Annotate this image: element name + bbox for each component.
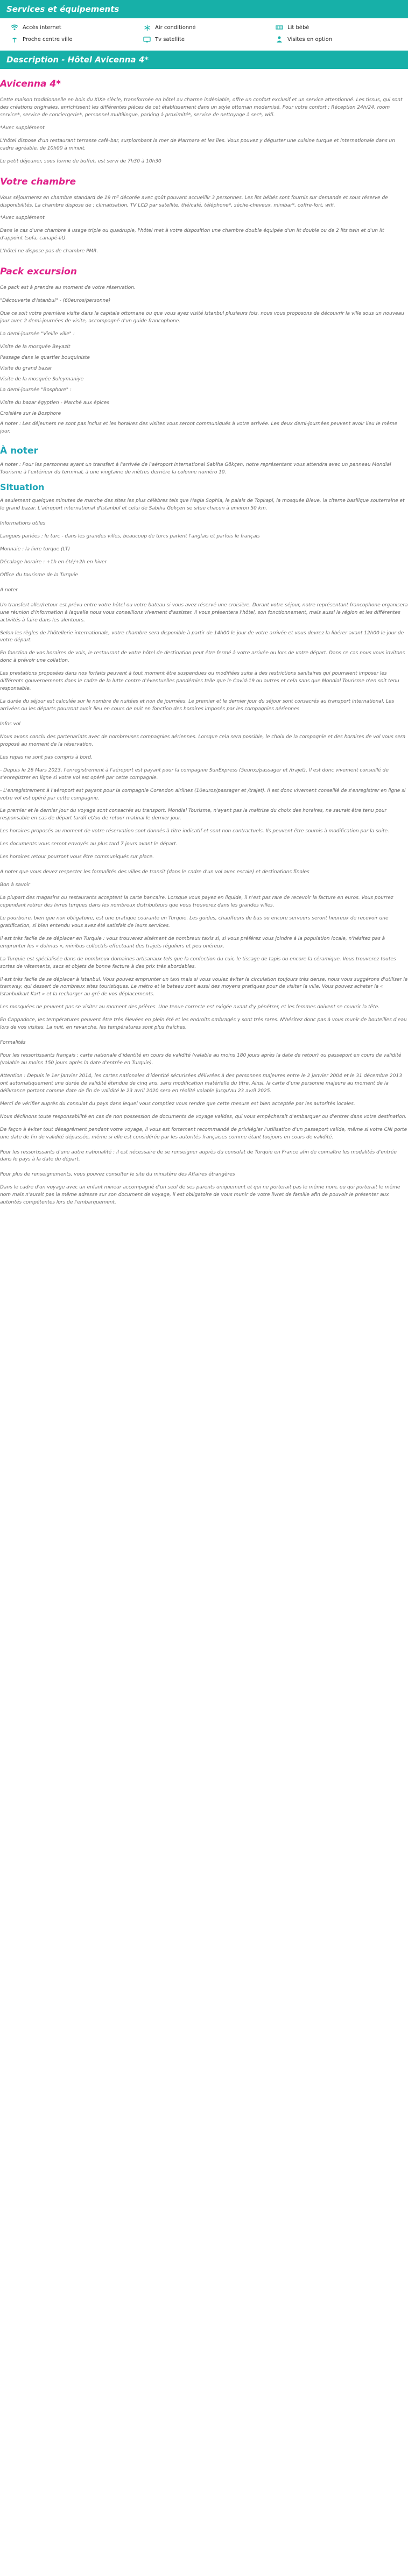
note2-paragraph: Merci de vérifier auprès du consulat du pays dans lequel vous comptiez vous rendre que cette mesure est bien acceptée par les autorités locales. [0,1101,355,1107]
note-paragraph: A noter : Pour les personnes ayant un transfert à l'arrivée de l'aéroport international Sabiha Gökçen, notre représentant vous attendra avec un panneau Mondial Tourisme à l'extérieur du terminal, à une vingtaine de mètres derrière la colonne numéro 10. [0,462,391,476]
list-item: Passage dans le quartier bouquiniste [0,355,90,360]
baby-bed-icon [276,24,283,31]
amenity-label: Lit bébé [287,24,309,31]
room-note: *Avec supplément [0,215,45,221]
amenity-label: Proche centre ville [23,36,73,43]
note2-paragraph: Les horaires proposés au moment de votre réservation sont donnés à titre indicatif et sont non contractuels. Ils peuvent être soumis à modification par la suite. [0,829,389,834]
note2-paragraph: A noter que vous devez respecter les formalités des villes de transit (dans le cadre d'un vol avec escale) et destinations finales [0,869,309,875]
situation-paragraph: Informations utiles [0,521,46,527]
situation-paragraph: Langues parlées : le turc - dans les grandes villes, beaucoup de turcs parlent l'anglais et parfois le français [0,534,260,539]
hotel-paragraph: L'hôtel dispose d'un restaurant terrasse café-bar, surplombant la mer de Marmara et les îles. Vous pouvez y déguster une cuisine turque et internationale dans un cadre agréable, de 10h00 à minuit. [0,138,395,151]
note2-paragraph: Le premier et le dernier jour du voyage sont consacrés au transport. Mondial Tourisme, n'ayant pas la maîtrise du choix des horaires, ne saurait être tenu pour responsable en cas de départ tardif et/ou de retour matinal le dernier jour. [0,808,387,822]
pack-paragraph: "Découverte d'Istanbul" - (60euros/personne) [0,298,111,304]
note2-paragraph: Pour plus de renseignements, vous pouvez consulter le site du ministère des Affaires étrangères [0,1172,235,1178]
pack-title: Pack excursion [0,266,77,278]
note2-paragraph: Dans le cadre d'un voyage avec un enfant mineur accompagné d'un seul de ses parents uniquement et qui ne porterait pas le même nom, ou qui porterait le même nom mais n'aurait pas la même adresse sur son document de voyage, il est obligatoire de vous munir de votre livret de famille afin de pouvoir le présenter aux autorités compétentes lors de l'embarquement. [0,1185,400,1206]
hotel-paragraph: Le petit déjeuner, sous forme de buffet, est servi de 7h30 à 10h30 [0,158,161,164]
pack-paragraph: La demi-journée "Vieille ville" : [0,331,75,337]
note2-paragraph: Formalités [0,1040,26,1046]
note2-paragraph: Il est très facile de se déplacer à Istanbul. Vous pouvez emprunter un taxi mais si vous voulez éviter la circulation toujours très dense, nous vous suggérons d'utiliser le tramway, qui dessert de nombreux sites touristiques. Le métro et le bateau sont aussi des moyens pratiques pour de visiter la ville. Vous pouvez acheter la « Istanbulkart Kart » et la recharger au gré de vos déplacements. [0,976,408,997]
description-content [0,69,408,1223]
note2-paragraph: Les prestations proposées dans nos forfaits peuvent à tout moment être suspendues ou modifiées suite à des restrictions sanitaires qui pourraient imposer les différents gouvernements dans le cadre de la lutte contre d'éventuelles pandémies telle que le Covid-19 ou autres et cela sans que Mondial Tourisme n'en soit tenu responsable. [0,671,399,692]
amenity-ac [143,24,265,31]
note2-paragraph: Pour les ressortissants d'une autre nationalité : il est nécessaire de se renseigner auprès du consulat de Turquie en France afin de connaître les modalités d'entrée dans le pays à la date du départ. [0,1149,397,1163]
note2-paragraph: La Turquie est spécialisée dans de nombreux domaines artisanaux tels que la confection du cuir, le tissage de tapis ou encore la céramique. Vous trouverez toutes sortes de vêtements, sacs et objets de bonne facture à des prix très abordables. [0,956,396,969]
list-item: Croisière sur le Bosphore [0,411,61,416]
note2-paragraph: Nous déclinons toute responsabilité en cas de non possession de documents de voyage valides, qui vous empêcherait d'embarquer ou d'entrer dans votre destination. [0,1114,407,1120]
note2-paragraph: - Depuis le 26 Mars 2023, l'enregistrement à l'aéroport est payant pour la compagnie SunExpress (5euros/passager et /trajet). Il est donc vivement conseillé de s'enregistrer en ligne si votre vol est opéré par cette compagnie. [0,767,389,781]
amenity-tv [143,36,265,43]
situation-paragraph: Office du tourisme de la Turquie [0,572,78,578]
amenity-visits [276,36,397,43]
situation-paragraph: Monnaie : la livre turque (LT) [0,546,70,552]
note2-paragraph: Le pourboire, bien que non obligatoire, est une pratique courante en Turquie. Les guides, chauffeurs de bus ou encore serveurs seront heureux de recevoir une gratification, si bien entendu vous avez été satisfait de leurs services. [0,915,389,929]
list-item: Visite du bazar égyptien - Marché aux épices [0,400,109,406]
note2-paragraph: Les documents vous seront envoyés au plus tard 7 jours avant le départ. [0,841,178,847]
note2-paragraph: Attention : Depuis le 1er janvier 2014, les cartes nationales d'identité sécurisées délivrées à des personnes majeures entre le 2 janvier 2004 et le 31 décembre 2013 ont automatiquement une durée de validité étendue de cinq ans, sans modification matérielle du titre. Ainsi, la carte d'une personne majeure au moment de la délivrance portant comme date de fin de validité le 23 avril 2020 sera en réalité valable jusqu'au 23 avril 2025. [0,1073,402,1094]
note2-paragraph: Les repas ne sont pas compris à bord. [0,754,93,760]
note2-paragraph: Bon à savoir [0,882,30,888]
hotel-paragraph: Cette maison traditionnelle en bois du XIXe siècle, transformée en hôtel au charme indéniable, offre un confort exclusif et un service attentionné. Les tissus, qui sont des créations originales, enrichissent les différentes pièces de cet établissement dans un style ottoman modernisé. Pour votre confort : Réception 24h/24, room service*, service de conciergerie*, personnel multilingue, parking à proximité*, service de nettoyage à sec*, wifi. [0,97,403,118]
note2-paragraph: Nous avons conclu des partenariats avec de nombreuses compagnies aériennes. Lorsque cela sera possible, le choix de la compagnie et des horaires de vol vous sera proposé au moment de la réservation. [0,734,406,747]
amenity-label: Tv satellite [155,36,185,43]
list-item: Visite de la mosquée Beyazit [0,344,71,350]
room-paragraph: Dans le cas d'une chambre à usage triple ou quadruple, l'hôtel met à votre disposition une chambre double équipée d'un lit double ou de 2 lits twin et d'un lit d'appoint (sofa, canapé-lit). [0,228,384,242]
note2-paragraph: Les mosquées ne peuvent pas se visiter au moment des prières. Une tenue correcte est exigée avant d'y pénétrer, et les femmes doivent se couvrir la tête. [0,1004,380,1010]
amenity-label: Accès internet [23,24,61,31]
note2-paragraph: Les horaires retour pourront vous être communiqués sur place. [0,854,154,860]
pack-paragraph: La demi-journée "Bosphore" : [0,387,72,393]
list-item: Visite du grand bazar [0,365,52,371]
list-item: Visite de la mosquée Suleymaniye [0,376,84,382]
pack-list-bosphorus [0,400,408,418]
pack-list-old-city [0,344,408,384]
note2-paragraph: En Cappadoce, les températures peuvent être très élevées en plein été et les endroits ombragés y sont très rares. N'hésitez donc pas à vous munir de bouteilles d'eau lors de vos visites. La nuit, en revanche, les températures sont plus fraîches. [0,1017,407,1031]
beach-icon [11,36,18,43]
snowflake-icon [143,24,151,31]
room-paragraph: L'hôtel ne dispose pas de chambre PMR. [0,249,99,254]
amenity-crib [276,24,397,31]
note2-paragraph: Selon les règles de l'hôtellerie internationale, votre chambre sera disponible à partir de 14h00 le jour de votre arrivée et vous devrez la libérer avant 12h00 le jour de votre départ. [0,630,404,643]
tv-icon [143,36,151,43]
note2-paragraph: La durée du séjour est calculée sur le nombre de nuitées et non de journées. Le premier et le dernier jour du séjour sont consacrés au transport international. Les arrivées ou les départs pourront avoir lieu en cours de nuit en fonction des horaires imposés par les compagnies aériennes [0,699,395,712]
amenity-label: Visites en option [287,36,333,43]
amenities-grid [0,18,408,51]
situation-paragraph: Décalage horaire : +1h en été/+2h en hiver [0,559,107,565]
situation-paragraph: A seulement quelques minutes de marche des sites les plus célèbres tels que Hagia Sophia, le palais de Topkapi, la mosquée Bleue, la citerne basilique souterraine et le grand bazar. L'aéroport international d'Istanbul et celui de Sabiha Gökçen se situe chacun à environ 50 km. [0,498,405,512]
note2-paragraph: De façon à éviter tout désagrément pendant votre voyage, il vous est fortement recommandé de privilégier l'utilisation d'un passeport valide, même si votre CNI porte une date de fin de validité dépassée, même si elle est considérée par les autorités françaises comme étant toujours en cours de validité. [0,1127,407,1140]
room-title: Votre chambre [0,176,76,187]
note2-paragraph: Il est très facile de se déplacer en Turquie : vous trouverez aisément de nombreux taxis si, si vous préférez vous joindre à la population locale, n'hésitez pas à emprunter les « dolmus », minibus collectifs effectuant des trajets réguliers et peu onéreux. [0,936,385,949]
amenities-header: Services et équipements [0,0,408,18]
room-paragraph: Vous séjournerez en chambre standard de 19 m² décorée avec goût pouvant accueillir 3 personnes. Les lits bébés sont fournis sur demande et sous réserve de disponibilités. La chambre dispose de : climatisation, TV LCD par satellite, thé/café, téléphone*, sèche-cheveux, minibar*, coffre-fort, wifi. [0,195,388,208]
note2-paragraph: Infos vol [0,721,20,727]
note2-paragraph: - L'enregistrement à l'aéroport est payant pour la compagnie Corendon airlines (10euros/passager et /trajet). Il est donc vivement conseillé de s'enregistrer en ligne si votre vol est opéré par cette compagnie. [0,788,406,801]
description-header: Description - Hôtel Avicenna 4* [0,51,408,69]
note2-paragraph: En fonction de vos horaires de vols, le restaurant de votre hôtel de destination peut être fermé à votre arrivée ou lors de votre départ. Dans ce cas nous vous invitons donc à prévoir une collation. [0,650,405,664]
note-title: À noter [0,445,38,457]
note2-title: A noter [0,587,18,593]
pack-paragraph: Que ce soit votre première visite dans la capitale ottomane ou que vous ayez visité Istanbul plusieurs fois, nous vous proposons de découvrir la ville sous un nouveau jour avec 2 demi-journées de visite, accompagné d'un guide francophone. [0,311,404,324]
visit-icon [276,36,283,43]
hotel-note: *Avec supplément [0,125,45,131]
amenity-internet [11,24,132,31]
amenity-center [11,36,132,43]
pack-paragraph: A noter : Les déjeuners ne sont pas inclus et les horaires des visites vous seront communiqués à votre arrivée. Les deux demi-journées peuvent avoir lieu le même jour. [0,421,398,435]
wifi-icon [11,24,18,31]
amenity-label: Air conditionné [155,24,196,31]
note2-paragraph: Pour les ressortissants français : carte nationale d'identité en cours de validité (valable au moins 180 jours après la date de retour) ou passeport en cours de validité (valable au moins 150 jours après la date d'entrée en Turquie). [0,1053,402,1066]
hotel-name: Avicenna 4* [0,79,61,89]
situation-title: Situation [0,482,45,493]
note2-paragraph: La plupart des magasins ou restaurants acceptent la carte bancaire. Lorsque vous payez en liquide, il n'est pas rare de recevoir la facture en euros. Vous pourrez cependant retirer des livres turques dans les nombreux distributeurs que vous trouverez dans les grandes villes. [0,895,393,908]
note2-paragraph: Un transfert aller/retour est prévu entre votre hôtel ou votre bateau si vous avez réservé une croisière. Durant votre séjour, notre représentant francophone organisera une réunion d'information à laquelle nous vous conseillons vivement d'assister. Il vous présentera l'hôtel, son fonctionnement, mais aussi la région et les différentes activités à faire dans les alentours. [0,602,408,623]
pack-paragraph: Ce pack est à prendre au moment de votre réservation. [0,285,136,291]
